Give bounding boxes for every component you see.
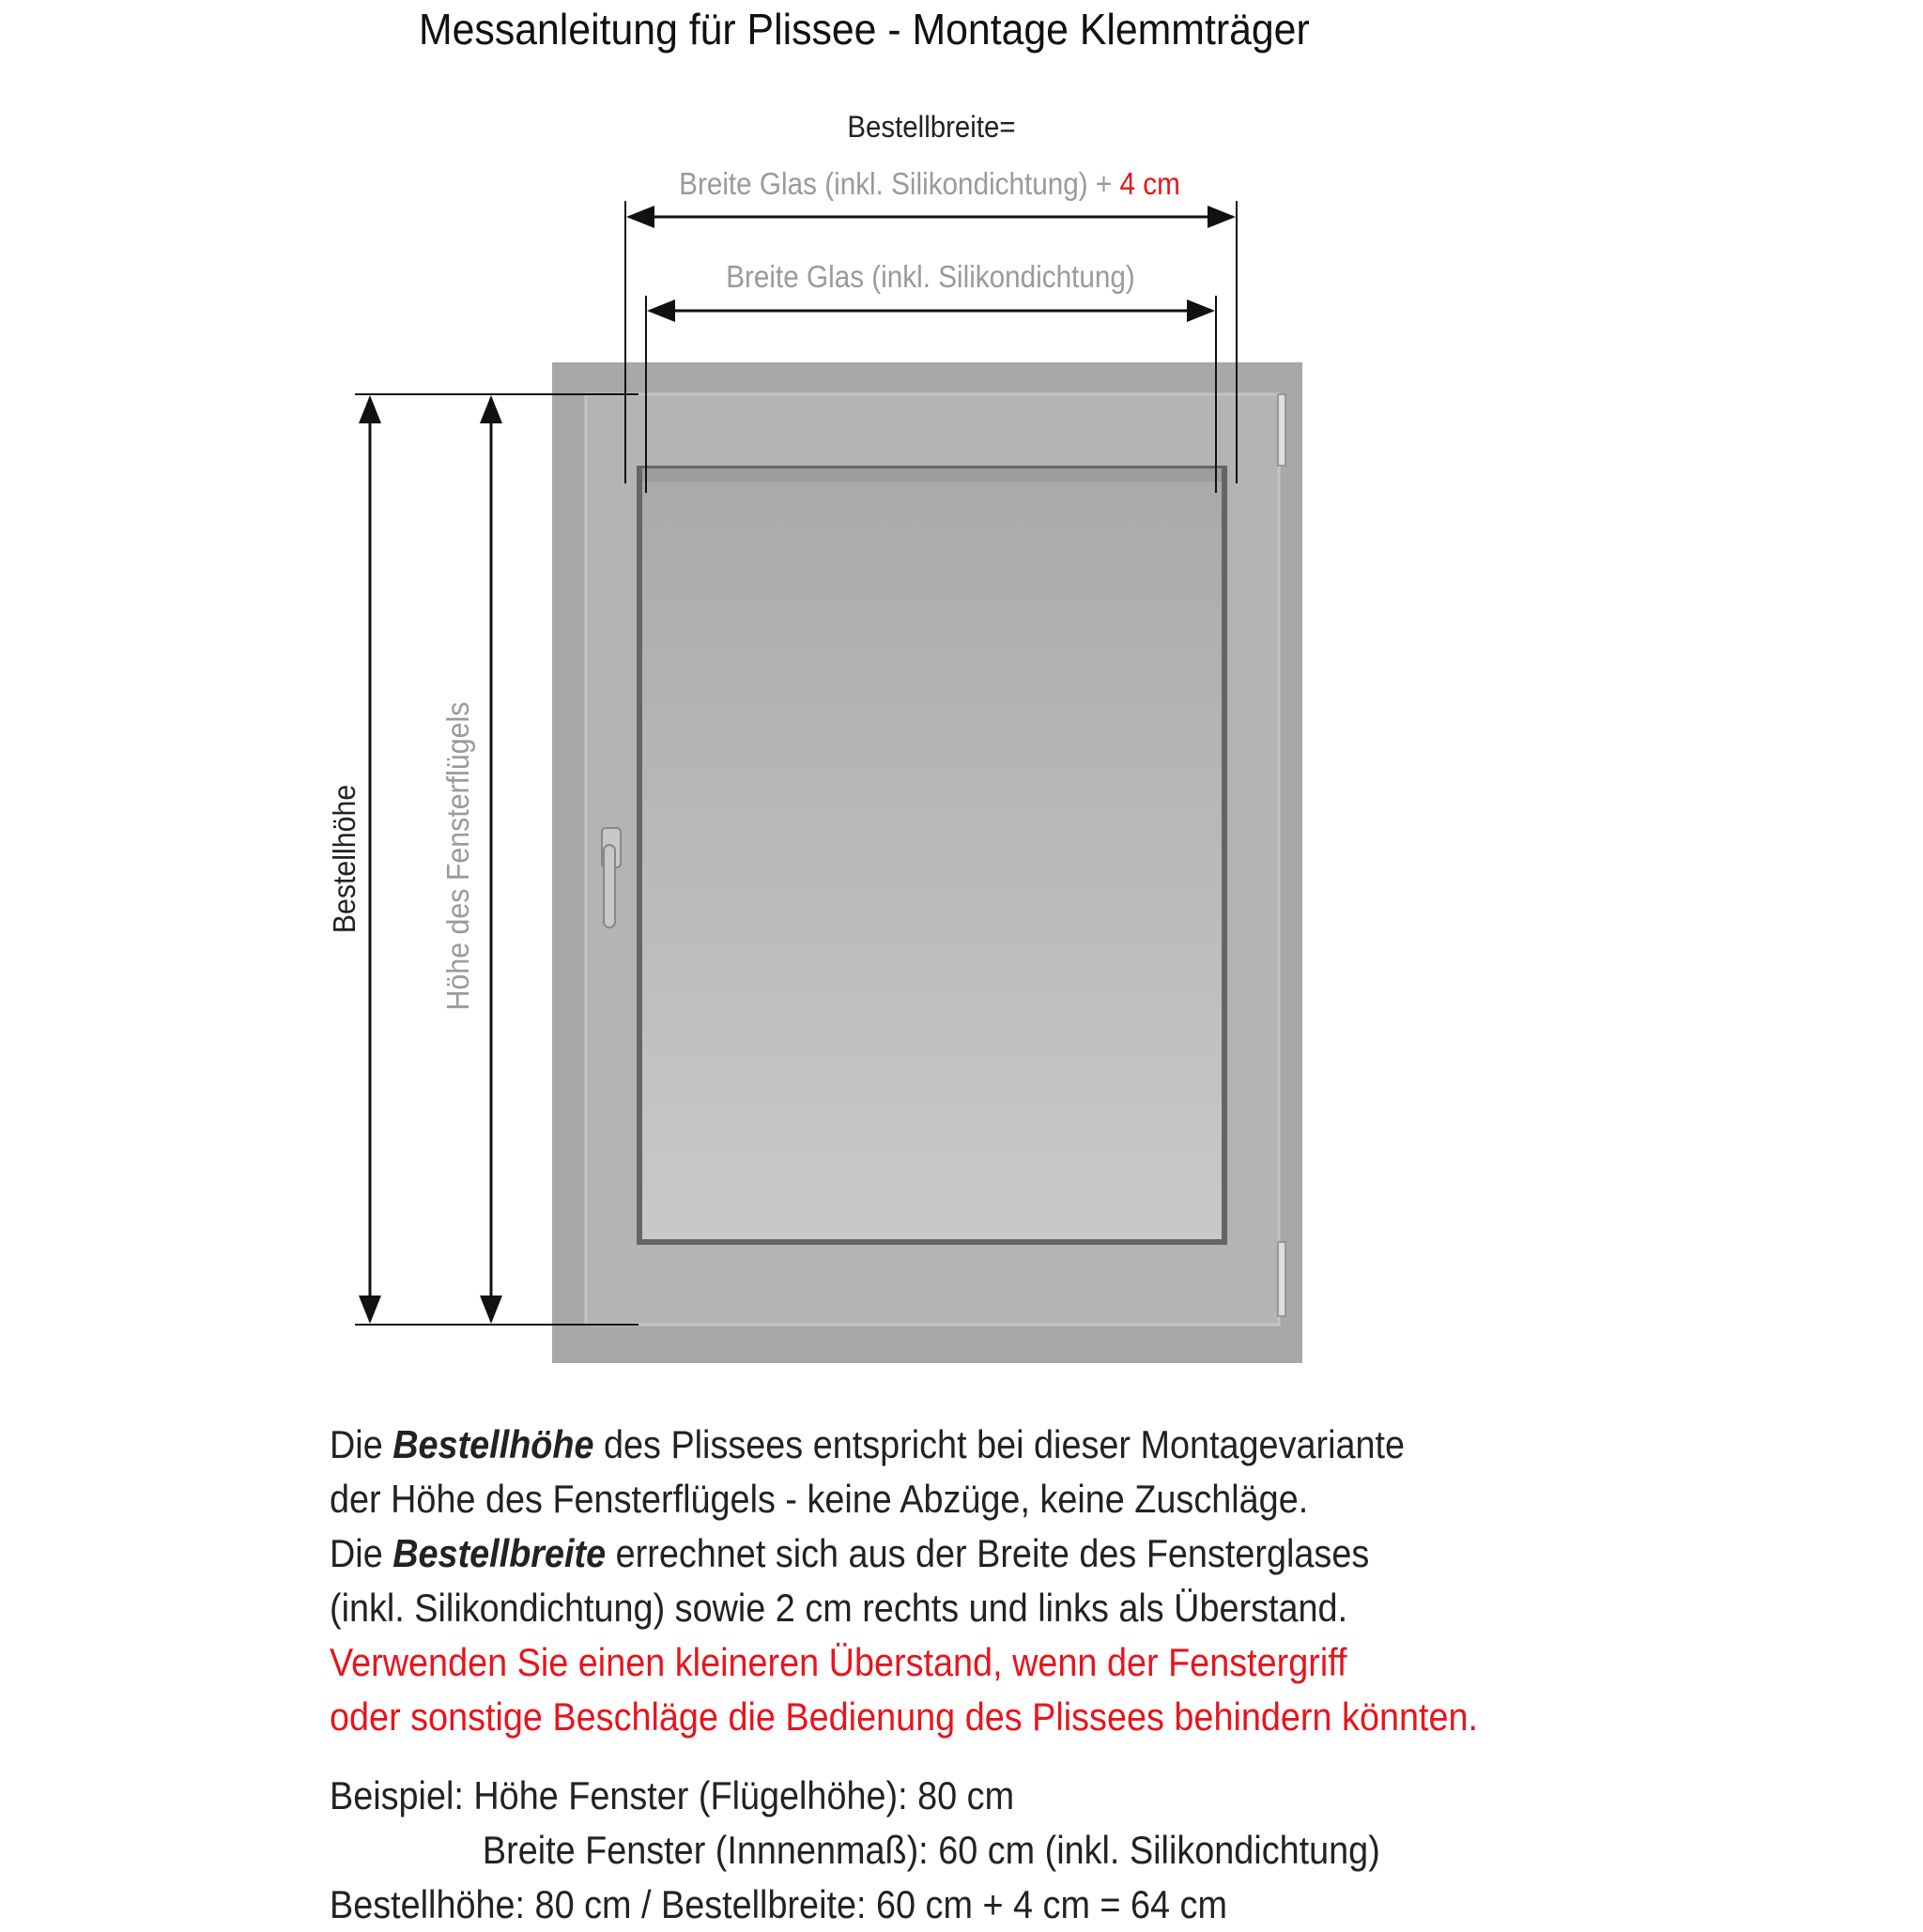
text: errechnet sich aus der Breite des Fensterglases	[606, 1531, 1370, 1575]
order-width-label: Bestellbreite=	[847, 109, 1016, 145]
hinge-top-icon	[1278, 394, 1285, 466]
description-text	[330, 1418, 1478, 1932]
description-line: der Höhe des Fensterflügels - keine Abzüge, keine Zuschläge.	[330, 1477, 1309, 1521]
bold-term-order-height: Bestellhöhe	[392, 1422, 594, 1466]
plus-value: 4 cm	[1119, 166, 1180, 202]
sash-height-label: Höhe des Fensterflügels	[439, 701, 476, 1011]
bold-term-order-width: Bestellbreite	[392, 1531, 607, 1575]
text: Die	[330, 1531, 393, 1575]
example-line: Breite Fenster (Innnenmaß): 60 cm (inkl. Silikondichtung)	[482, 1828, 1380, 1872]
description-line	[330, 1418, 1478, 1472]
page-title: Messanleitung für Plissee - Montage Klemmträger	[419, 5, 1310, 54]
description-line: (inkl. Silikondichtung) sowie 2 cm rechts und links als Überstand.	[330, 1586, 1348, 1630]
description-line	[330, 1526, 1478, 1581]
example-result-line: Bestellhöhe: 80 cm / Bestellbreite: 60 cm + 4 cm = 64 cm	[330, 1882, 1227, 1926]
glass-width-plus-label: Breite Glas (inkl. Silikondichtung) + 4 cm	[679, 166, 1180, 202]
example-line: Beispiel: Höhe Fenster (Flügelhöhe): 80 cm	[330, 1773, 1015, 1817]
warning-line: Verwenden Sie einen kleineren Überstand, wenn der Fenstergriff	[330, 1640, 1347, 1684]
text: des Plissees entspricht bei dieser Montagevariante	[593, 1422, 1406, 1466]
window-glass	[639, 468, 1224, 1242]
warning-line: oder sonstige Beschläge die Bedienung des Plissees behindern könnten.	[330, 1694, 1479, 1739]
text: Die	[330, 1422, 393, 1466]
glass-width-label: Breite Glas (inkl. Silikondichtung)	[726, 259, 1135, 295]
hinge-bottom-icon	[1278, 1242, 1285, 1316]
order-height-label: Bestellhöhe	[326, 784, 362, 934]
